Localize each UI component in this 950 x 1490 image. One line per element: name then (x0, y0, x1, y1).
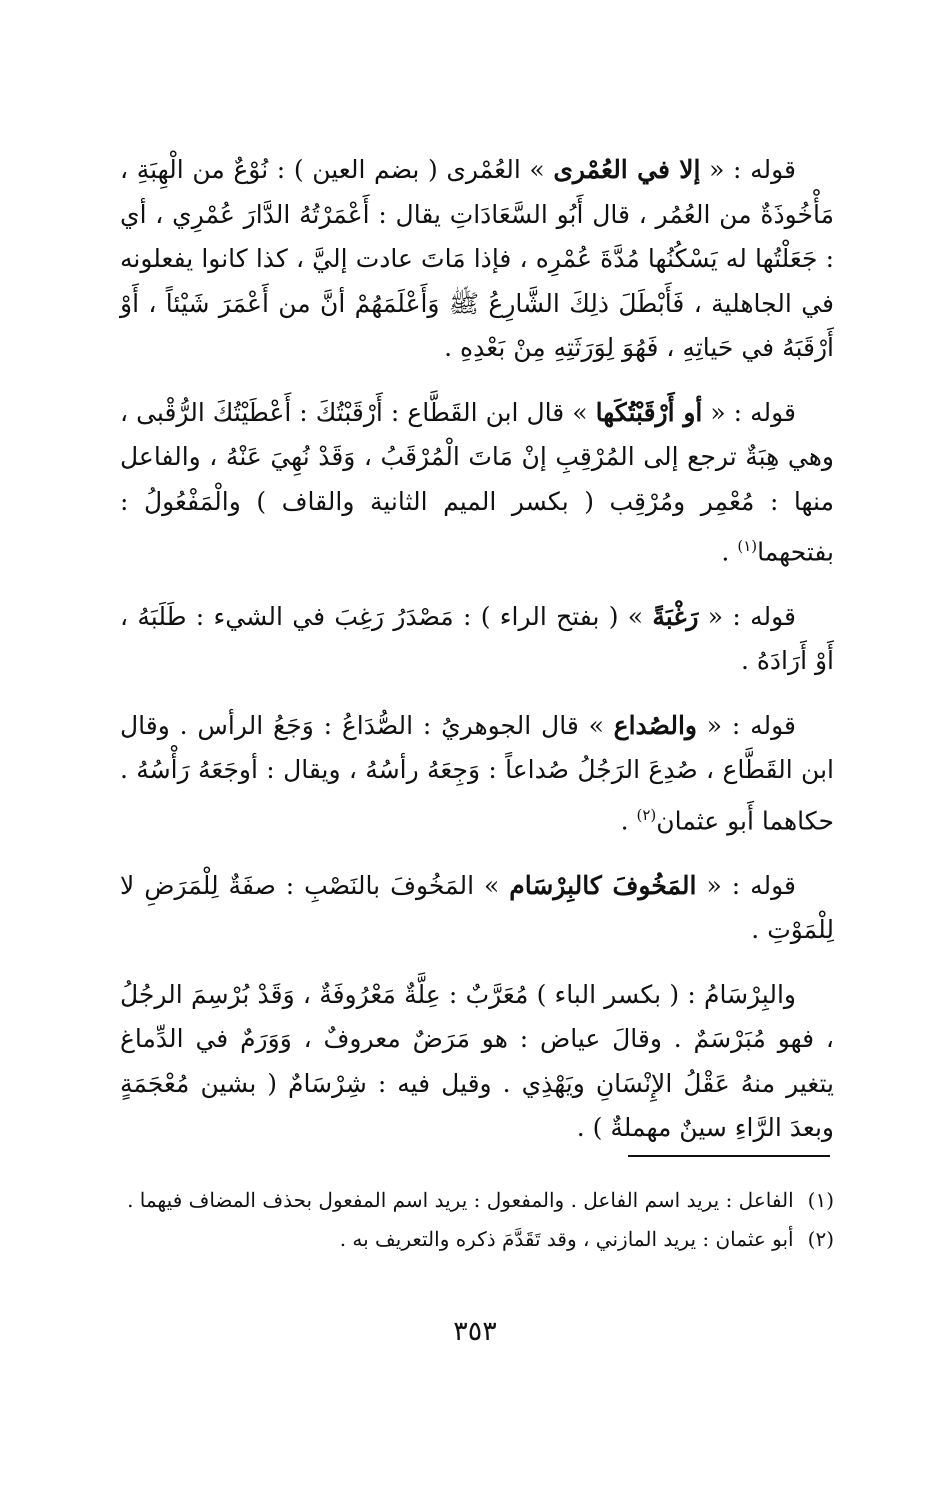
paragraph-tail: . (721, 537, 738, 567)
quoted-term: والصُداع (613, 710, 697, 740)
footnotes (118, 1183, 834, 1261)
paragraph-text: » المَخُوفَ بالنَصْبِ : صفَةٌ لِلْمَرَضِ لا لِلْمَوْتِ . (120, 870, 834, 945)
paragraph-sudaa (120, 704, 834, 844)
paragraph-tail: . (620, 806, 637, 836)
paragraph-umra (120, 148, 834, 371)
paragraph-raghba (120, 595, 834, 684)
quoted-term: رَغْبَةً (652, 601, 699, 631)
footnote-marker[interactable]: (٢) (636, 805, 657, 824)
footnote-2 (118, 1222, 834, 1257)
quoted-term: المَخُوفَ كالبِرْسَام (509, 870, 697, 900)
paragraph-lead: قوله : « (696, 710, 796, 740)
paragraph-text: » قال ابن القَطَّاع : أَرْقَبْتُكَ : أَعْطَيْتُكَ الرُّقْبى ، وهي هِبَةٌ ترجع إلى المُرْقِبِ إنْ مَاتَ الْمُرْقَبُ ، وَقَدْ نُهِيَ عَنْهُ ، والفاعل منها : مُعْمِر ومُرْقِب ( بكسر الميم الثانية والقاف ) والْمَفْعُولُ : بفتحهما (120, 397, 834, 567)
paragraph-text: والبِرْسَامُ : ( بكسر الباء ) مُعَرَّبٌ : عِلَّةٌ مَعْرُوفَةٌ ، وَقَدْ بُرْسِمَ الرجُلُ ، فهو مُبَرْسَمٌ . وقالَ عياض : هو مَرَضٌ معروفٌ ، وَوَرَمٌ في الدِّماغ يتغير منهُ عَقْلُ الإِنْسَانِ ويَهْذِي . وقيل فيه : شِرْسَامٌ ( بشين مُعْجَمَةٍ وبعدَ الرَّاءِ سينٌ مهملةٌ ) . (120, 979, 834, 1143)
main-text (120, 148, 834, 1171)
page-number: ٣٥٣ (453, 1316, 497, 1347)
footnote-1 (118, 1183, 834, 1218)
footnote-text: أبو عثمان : يريد المازني ، وقد تَقَدَّمَ ذكره والتعريف به . (339, 1227, 794, 1251)
footnote-number: (١) (807, 1188, 834, 1212)
paragraph-lead: قوله : « (698, 601, 796, 631)
footnote-number: (٢) (807, 1227, 834, 1251)
paragraph-makhuf (120, 864, 834, 953)
paragraph-arqabtukaha (120, 391, 834, 575)
footnote-text: الفاعل : يريد اسم الفاعل . والمفعول : يريد اسم المفعول بحذف المضاف فيهما . (127, 1188, 794, 1212)
paragraph-lead: قوله : « (702, 397, 796, 427)
paragraph-birsam (120, 973, 834, 1151)
footnote-marker[interactable]: (١) (737, 537, 758, 555)
quoted-term: إلا في العُمْرى (553, 155, 701, 184)
footnote-separator (628, 1155, 830, 1157)
paragraph-text: » قال الجوهريُ : الصُّدَاعُ : وَجَعُ الرأس . وقال ابن القَطَّاع ، صُدِعَ الرَجُلُ صُداعاً : وَجِعَهُ رأسُهُ ، ويقال : أوجَعَهُ رَأْسُهُ . حكاهما أَبو عثمان (120, 710, 834, 836)
paragraph-lead: قوله : « (700, 155, 796, 184)
quoted-term: أو أَرْقَبْتُكَها (595, 397, 703, 427)
paragraph-lead: قوله : « (696, 870, 796, 900)
paragraph-text: » العُمْرى ( بضم العين ) : نُوْعٌ من الْهِبَةِ ، مَأْخُوذَةٌ من العُمُر ، قال أَبُو السَّعَادَاتِ يقال : أَعْمَرْتُهُ الدَّارَ عُمْرِي ، أي : جَعَلْتُها له يَسْكُنُها مُدَّةَ عُمْرِه ، فإذا مَاتَ عادت إليَّ ، كذا كانوا يفعلونه في الجاهلية ، فَأَبْطَلَ ذلِكَ الشَّارِعُ ﷺ وَأَعْلَمَهُمْ أنَّ من أَعْمَرَ شَيْئاً ، أَوْ أَرْقَبَهُ في حَياتِهِ ، فَهُوَ لِوَرَثَتِهِ مِنْ بَعْدِهِ . (120, 155, 834, 362)
paragraph-text: » ( بفتح الراء ) : مَصْدَرُ رَغِبَ في الشيء : طَلَبَهُ ، أَوْ أَرَادَهُ . (120, 601, 834, 676)
